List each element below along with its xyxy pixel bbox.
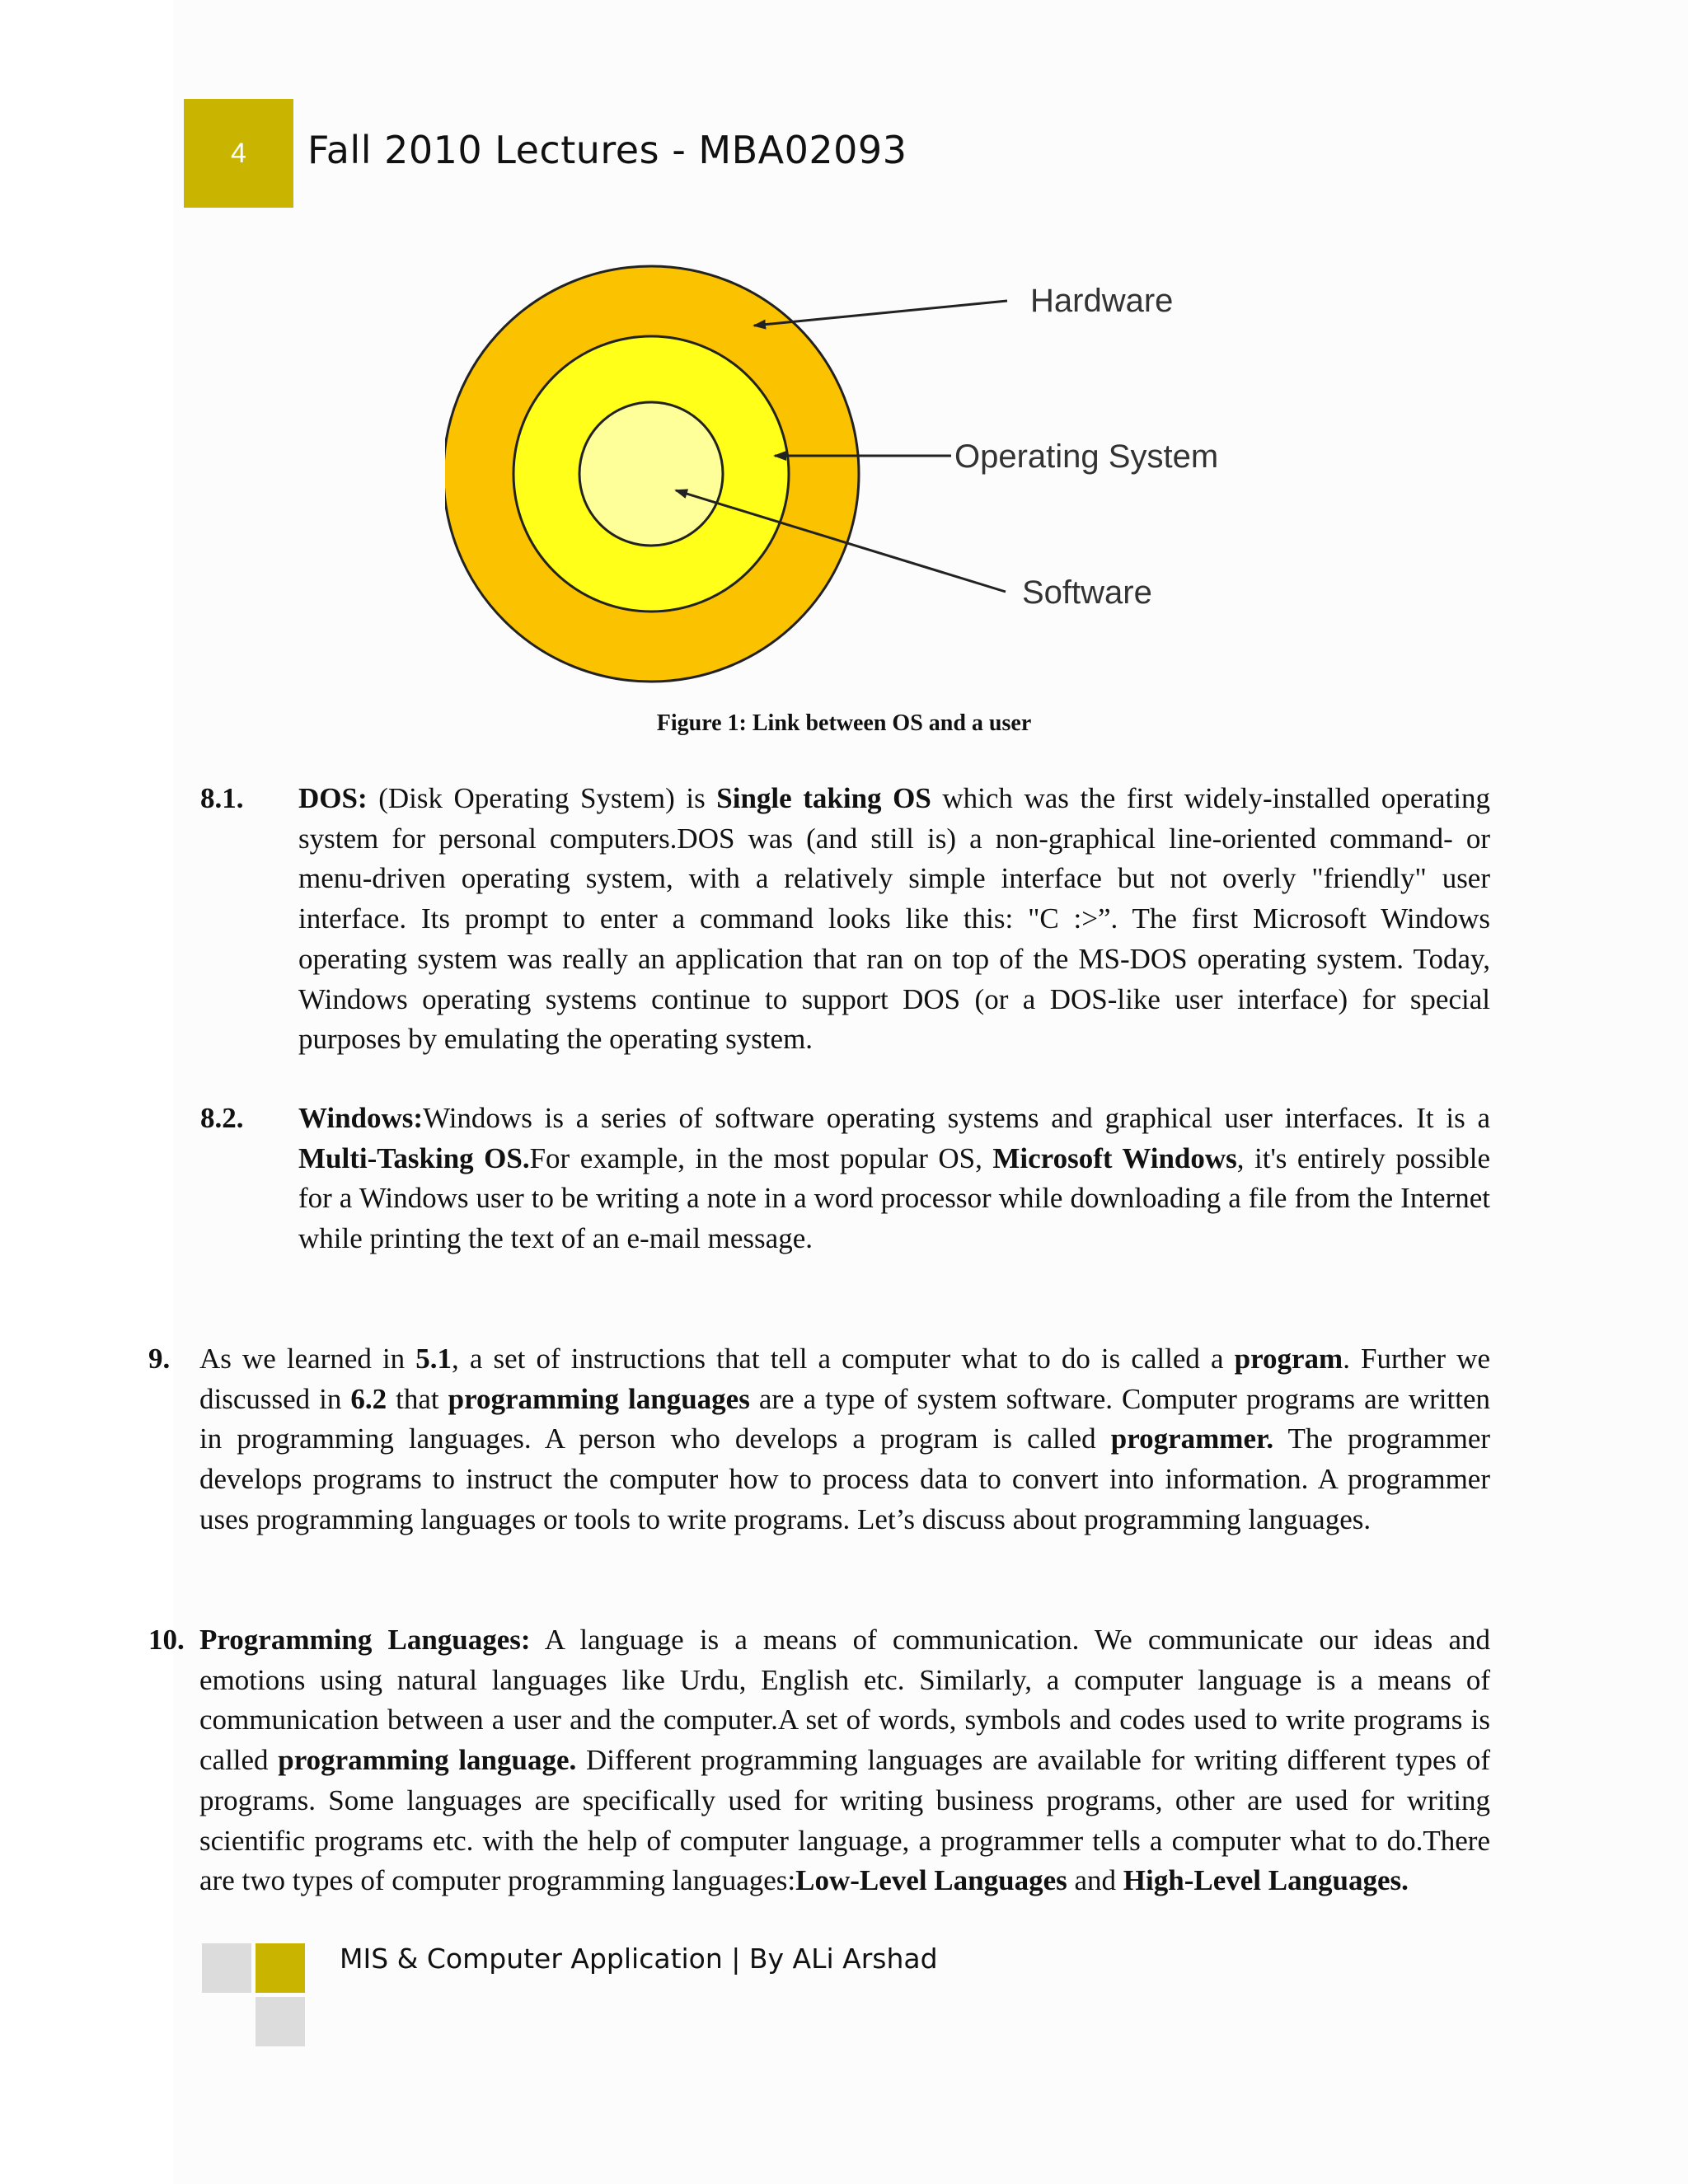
section-number: 10. <box>148 1624 185 1656</box>
section-9 <box>148 1339 1490 1540</box>
os-label: Operating System <box>954 438 1219 475</box>
section-8-2 <box>200 1099 1490 1259</box>
section-body: Programming Languages: A language is a means of communication. We communicate our ideas and emotions using natural languages like Urdu, English etc. Similarly, a computer language is a means of communication between a user and the computer.A set of words, symbols and codes used to write programs is called programming language. Different programming languages are available for writing different types of programs. Some languages are specifically used for writing business programs, other are used for writing scientific programs etc. with the help of computer language, a programmer tells a computer what to do.There are two types of computer programming languages:Low-Level Languages and High-Level Languages. <box>199 1624 1490 1897</box>
section-10 <box>148 1620 1490 1901</box>
section-body: Windows:Windows is a series of software operating systems and graphical user interfaces. It is a Multi-Tasking OS.For example, in the most popular OS, Microsoft Windows, it's entirely possible for a Windows user to be writing a note in a word processor while downloading a file from the Internet while printing the text of an e-mail message. <box>298 1102 1490 1255</box>
figure-caption: Figure 1: Link between OS and a user <box>656 710 1032 736</box>
section-number: 9. <box>148 1343 171 1375</box>
hardware-arrow <box>754 301 1007 326</box>
page-number-box <box>184 99 293 208</box>
section-number: 8.2. <box>200 1102 244 1134</box>
footer-square-gold <box>256 1943 305 1993</box>
section-body: DOS: (Disk Operating System) is Single taking OS which was the first widely-installed operating system for personal computers.DOS was (and still is) a non-graphical line-oriented command- or menu-driven operating system, with a relatively simple interface but not overly "friendly" user interface. Its prompt to enter a command looks like this: "C :>”. The first Microsoft Windows operating system was really an application that ran on top of the MS-DOS operating system. Today, Windows operating systems continue to support DOS (or a DOS-like user interface) for special purposes by emulating the operating system. <box>298 782 1491 1056</box>
page-number: 4 <box>231 137 246 169</box>
software-core <box>579 402 723 546</box>
software-label: Software <box>1022 574 1152 611</box>
footer-text: MIS & Computer Application | By ALi Arshad <box>340 1943 938 1975</box>
hardware-label: Hardware <box>1030 283 1174 319</box>
os-layers-diagram <box>445 255 1269 701</box>
section-body: As we learned in 5.1, a set of instructions that tell a computer what to do is called a program. Further we discussed in 6.2 that programming languages are a type of system software. Computer programs are written in programming languages. A person who develops a program is called programmer. The programmer develops programs to instruct the computer how to process data to convert into information. A programmer uses programming languages or tools to write programs. Let’s discuss about programming languages. <box>199 1343 1491 1535</box>
section-8-1 <box>200 779 1490 1060</box>
footer-square-gray <box>256 1997 305 2046</box>
header-title: Fall 2010 Lectures - MBA02093 <box>307 128 907 172</box>
footer-square-gray <box>202 1943 251 1993</box>
section-number: 8.1. <box>200 782 244 814</box>
